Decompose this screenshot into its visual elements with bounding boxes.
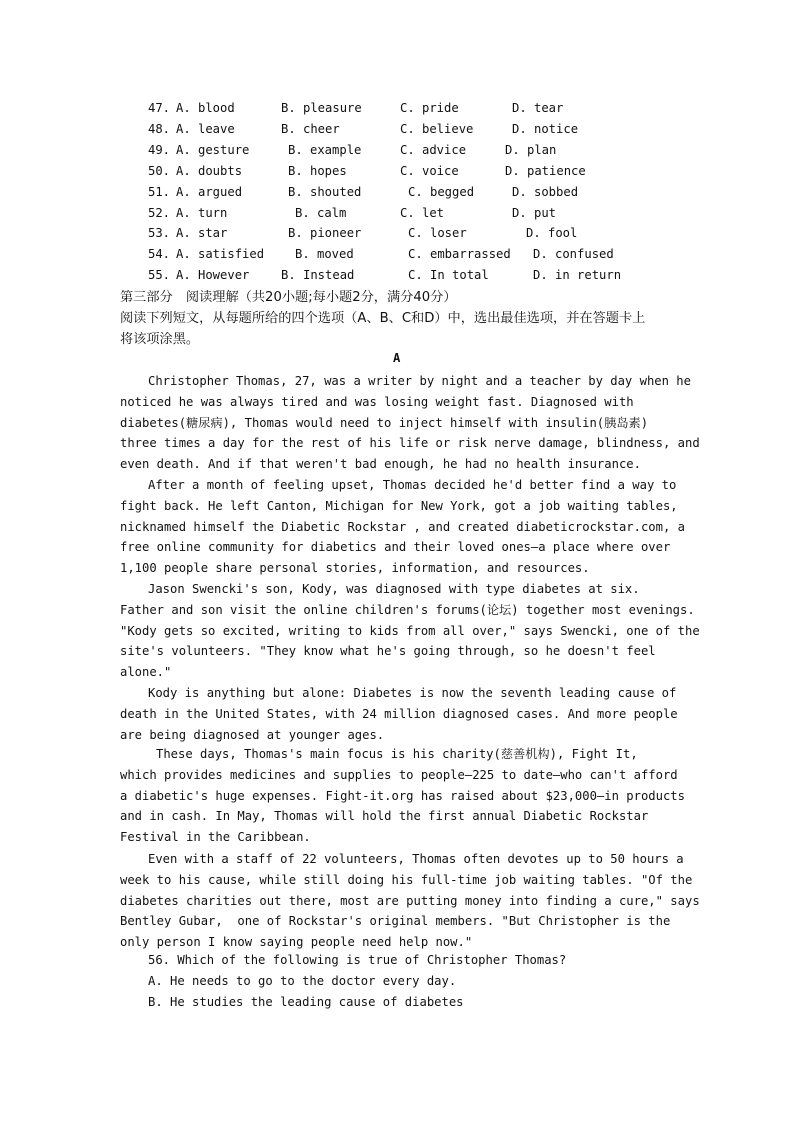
question-number: 47. xyxy=(148,101,171,115)
option-a: A. blood xyxy=(176,101,235,115)
text-line: Father and son visit the online children's forums(论坛) together most evenings. xyxy=(120,602,695,617)
text-line: noticed he was always tired and was losing weight fast. Diagnosed with xyxy=(120,394,634,409)
option-d: D. fool xyxy=(526,226,578,240)
text-line: diabetes(糖尿病), Thomas would need to inject himself with insulin(胰岛素) xyxy=(120,415,649,430)
text-line: fight back. He left Canton, Michigan for New York, got a job waiting tables, xyxy=(120,498,678,513)
paragraph-4 xyxy=(120,683,678,745)
text-line: Christopher Thomas, 27, was a writer by night and a teacher by day when he xyxy=(148,374,691,388)
question-number: 51. xyxy=(148,185,171,199)
text-line: Kody is anything but alone: Diabetes is now the seventh leading cause of xyxy=(148,686,677,700)
text-line: Festival in the Caribbean. xyxy=(120,830,311,845)
option-b: B. hopes xyxy=(288,164,347,178)
text-line: a diabetic's huge expenses. Fight-it.org has raised about $23,000—in products xyxy=(120,788,685,803)
paragraph-2 xyxy=(120,475,685,579)
option-b: B. Instead xyxy=(281,268,355,282)
option-d: D. plan xyxy=(505,143,557,157)
text-line: three times a day for the rest of his life or risk nerve damage, blindness, and xyxy=(120,436,700,451)
question-number: 53. xyxy=(148,226,171,240)
option-a: A. argued xyxy=(176,185,243,199)
option-c: C. pride xyxy=(400,101,459,115)
text-line: even death. And if that weren't bad enough, he had no health insurance. xyxy=(120,457,641,472)
question-number: 50. xyxy=(148,164,171,178)
option-c: C. advice xyxy=(400,143,467,157)
option-a: A. leave xyxy=(176,122,235,136)
text-line: Bentley Gubar, one of Rockstar's original members. "But Christopher is the xyxy=(120,914,671,929)
text-line: and in cash. In May, Thomas will hold the first annual Diabetic Rockstar xyxy=(120,809,649,824)
option-b: B. example xyxy=(288,143,362,157)
option-a: A. However xyxy=(176,268,250,282)
option-a: A. star xyxy=(176,226,228,240)
text-line: are being diagnosed at younger ages. xyxy=(120,727,385,742)
option-b: B. calm xyxy=(295,206,347,220)
question-number: 55. xyxy=(148,268,171,282)
text-line: death in the United States, with 24 million diagnosed cases. And more people xyxy=(120,706,678,721)
question-56-stem: 56. Which of the following is true of Christopher Thomas? xyxy=(148,953,567,967)
text-line: alone." xyxy=(120,665,172,680)
text-line: Jason Swencki's son, Kody, was diagnosed with type diabetes at six. xyxy=(148,582,640,596)
text-line: nicknamed himself the Diabetic Rockstar , and created diabeticrockstar.com, a xyxy=(120,519,685,534)
question-56-option-a: A. He needs to go to the doctor every day. xyxy=(148,974,457,988)
option-c: C. believe xyxy=(400,122,474,136)
option-d: D. in return xyxy=(533,268,622,282)
option-c: C. let xyxy=(400,206,445,220)
text-line: These days, Thomas's main focus is his charity(慈善机构), Fight It, xyxy=(156,747,638,761)
text-line: which provides medicines and supplies to people—225 to date—who can't afford xyxy=(120,767,678,782)
section-title: 第三部分 阅读理解（共20小题;每小题2分，满分40分） xyxy=(120,290,457,305)
passage-label: A xyxy=(393,351,401,365)
option-d: D. patience xyxy=(505,164,586,178)
option-b: B. moved xyxy=(295,247,354,261)
text-line: Even with a staff of 22 volunteers, Thomas often devotes up to 50 hours a xyxy=(148,852,684,866)
option-d: D. put xyxy=(512,206,557,220)
question-number: 49. xyxy=(148,143,171,157)
option-c: C. voice xyxy=(400,164,459,178)
option-b: B. shouted xyxy=(288,185,362,199)
question-number: 48. xyxy=(148,122,171,136)
text-line: free online community for diabetics and their loved ones—a place where over xyxy=(120,540,671,555)
text-line: "Kody gets so excited, writing to kids from all over," says Swencki, one of the xyxy=(120,623,700,638)
paragraph-1 xyxy=(120,371,700,475)
instruction-line-1: 阅读下列短文，从每题所给的四个选项（A、B、C和D）中，选出最佳选项，并在答题卡上 xyxy=(120,311,646,326)
text-line: week to his cause, while still doing his full-time job waiting tables. "Of the xyxy=(120,872,693,887)
question-number: 52. xyxy=(148,206,171,220)
option-a: A. doubts xyxy=(176,164,243,178)
text-line: site's volunteers. "They know what he's going through, so he doesn't feel xyxy=(120,644,656,659)
text-line: 1,100 people share personal stories, information, and resources. xyxy=(120,561,590,576)
option-b: B. cheer xyxy=(281,122,340,136)
question-number: 54. xyxy=(148,247,171,261)
paragraph-3 xyxy=(120,579,700,683)
option-c: C. embarrassed xyxy=(408,247,511,261)
option-b: B. pleasure xyxy=(281,101,362,115)
option-d: D. confused xyxy=(533,247,614,261)
option-a: A. turn xyxy=(176,206,228,220)
paragraph-5 xyxy=(120,744,685,848)
option-d: D. notice xyxy=(512,122,579,136)
option-d: D. tear xyxy=(512,101,564,115)
text-line: diabetes charities out there, most are putting money into finding a cure," says xyxy=(120,893,700,908)
option-d: D. sobbed xyxy=(512,185,579,199)
option-a: A. gesture xyxy=(176,143,250,157)
option-a: A. satisfied xyxy=(176,247,265,261)
text-line: only person I know saying people need help now." xyxy=(120,935,473,950)
option-c: C. In total xyxy=(408,268,489,282)
instruction-line-2: 将该项涂黑。 xyxy=(120,332,200,347)
question-56-option-b: B. He studies the leading cause of diabetes xyxy=(148,995,464,1009)
paragraph-6 xyxy=(120,849,700,953)
option-c: C. begged xyxy=(408,185,475,199)
text-line: After a month of feeling upset, Thomas decided he'd better find a way to xyxy=(148,478,677,492)
option-c: C. loser xyxy=(408,226,467,240)
option-b: B. pioneer xyxy=(288,226,362,240)
